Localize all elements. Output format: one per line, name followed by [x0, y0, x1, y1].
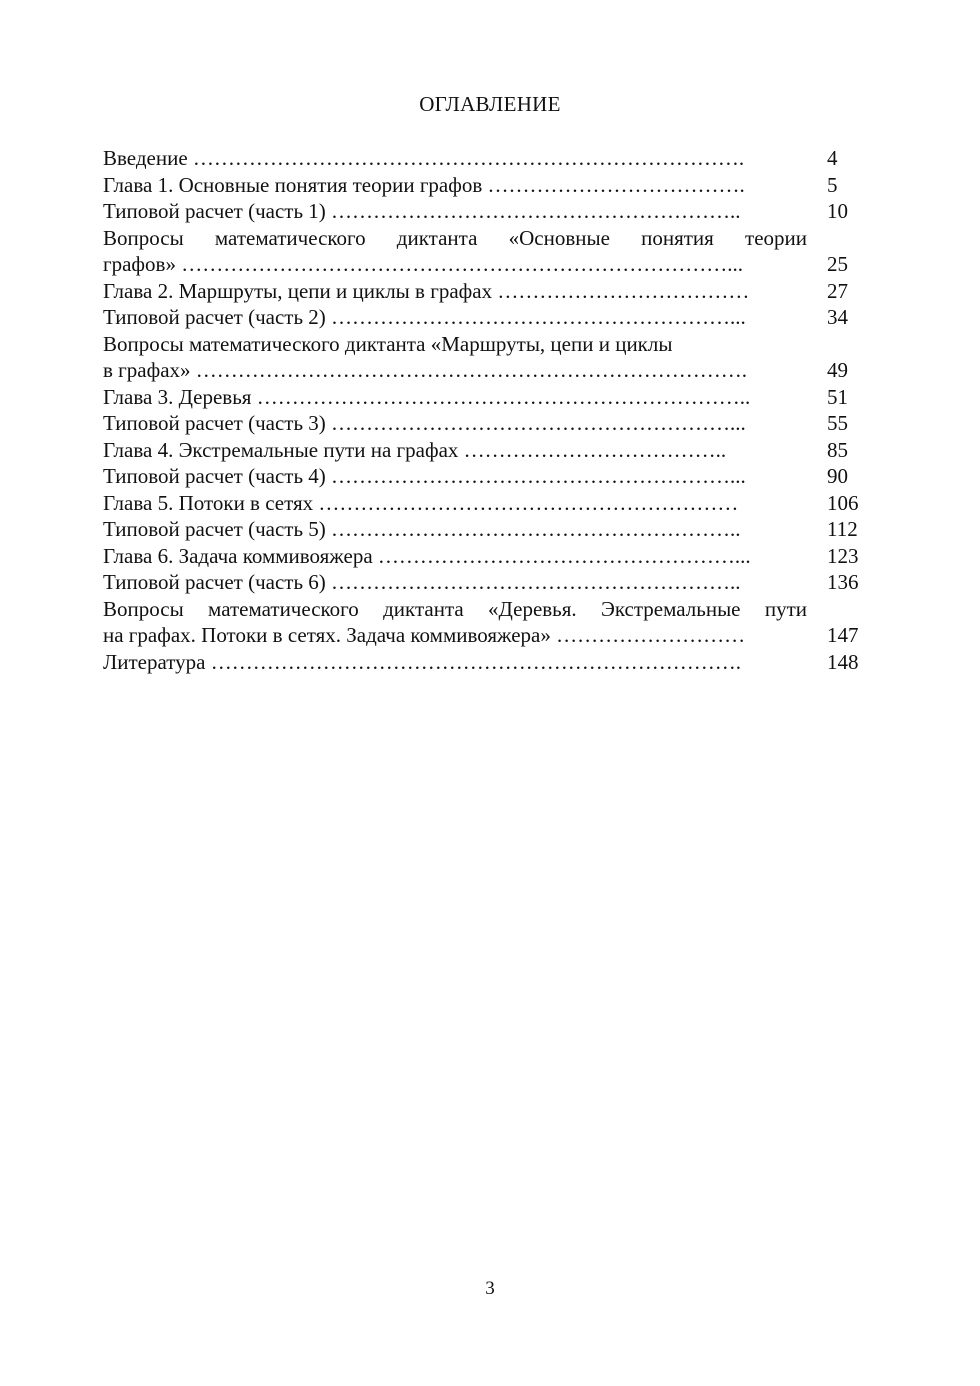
toc-row — [103, 304, 863, 331]
toc-row — [103, 569, 863, 596]
toc-row — [103, 410, 863, 437]
toc-entry-line: Вопросы математического диктанта «Маршруты, цепи и циклы — [103, 331, 673, 356]
toc-entry-title: Типовой расчет (часть 3) …………………………………………………... — [103, 411, 746, 435]
toc-page-number: 136 — [827, 570, 859, 594]
toc-entry-title: Типовой расчет (часть 5) ………………………………………………….. — [103, 517, 741, 541]
toc-entry-title: Литература …………………………………………………………………. — [103, 649, 741, 674]
toc-row — [103, 543, 863, 570]
toc-page-number: 148 — [827, 649, 859, 674]
toc-page-number: 112 — [827, 517, 858, 541]
toc-row — [103, 225, 863, 278]
toc-entry-line: на графах. Потоки в сетях. Задача коммивояжера» ……………………… — [103, 623, 746, 647]
toc-page-number: 10 — [827, 199, 848, 223]
toc-row — [103, 596, 863, 649]
toc-page-number: 90 — [827, 464, 848, 488]
toc-entry-title: Глава 3. Деревья …………………………………………………………….. — [103, 384, 751, 409]
toc-entry-line: в графах» ……………………………………………………………………. — [103, 358, 748, 382]
toc-page-number: 85 — [827, 437, 848, 462]
toc-row — [103, 516, 863, 543]
toc-entry-line: Вопросы математического диктанта «Деревья. Экстремальные пути — [103, 596, 807, 621]
toc-page-number: 147 — [827, 623, 859, 647]
toc-entry-title: Глава 6. Задача коммивояжера ……………………………………………... — [103, 543, 751, 568]
toc-row — [103, 384, 863, 411]
toc-entry-title: Глава 2. Маршруты, цепи и циклы в графах ……………………………… — [103, 278, 750, 303]
toc-page-number: 55 — [827, 411, 848, 435]
toc-page-number: 27 — [827, 278, 848, 303]
toc-entry-title: Глава 4. Экстремальные пути на графах ……………………………….. — [103, 437, 727, 462]
toc-entry-line: графов» ……………………………………………………………………... — [103, 252, 743, 276]
toc-entry-title: Типовой расчет (часть 2) …………………………………………………... — [103, 305, 746, 329]
toc-row — [103, 278, 863, 305]
toc-entry-title — [103, 331, 807, 384]
toc-entry-title: Типовой расчет (часть 4) …………………………………………………... — [103, 464, 746, 488]
toc-entry-line: Вопросы математического диктанта «Основные понятия теории — [103, 225, 807, 250]
toc-entry-title: Введение ……………………………………………………………………. — [103, 146, 745, 170]
toc-page-number: 123 — [827, 543, 859, 568]
toc-page-number: 4 — [827, 146, 838, 170]
toc-row — [103, 490, 863, 517]
toc-entry-title — [103, 225, 807, 278]
toc-page-number: 25 — [827, 252, 848, 276]
toc-row — [103, 331, 863, 384]
toc-entry-title — [103, 596, 807, 649]
toc-page-number: 5 — [827, 172, 838, 197]
page-title: ОГЛАВЛЕНИЕ — [419, 92, 561, 116]
toc-page-number: 49 — [827, 358, 848, 382]
toc-row — [103, 145, 863, 172]
toc-row — [103, 649, 863, 676]
toc-page-number: 34 — [827, 305, 848, 329]
toc-row — [103, 198, 863, 225]
toc-entry-title: Типовой расчет (часть 1) ………………………………………………….. — [103, 199, 741, 223]
toc-row — [103, 463, 863, 490]
toc-entry-title: Глава 1. Основные понятия теории графов ………………………………. — [103, 172, 745, 197]
toc-row — [103, 437, 863, 464]
toc-row — [103, 172, 863, 199]
toc-page-number: 106 — [827, 490, 859, 515]
table-of-contents — [103, 145, 863, 675]
page-number: 3 — [485, 1278, 495, 1299]
toc-entry-title: Глава 5. Потоки в сетях …………………………………………………… — [103, 490, 739, 515]
toc-entry-title: Типовой расчет (часть 6) ………………………………………………….. — [103, 570, 741, 594]
toc-page-number: 51 — [827, 384, 848, 409]
